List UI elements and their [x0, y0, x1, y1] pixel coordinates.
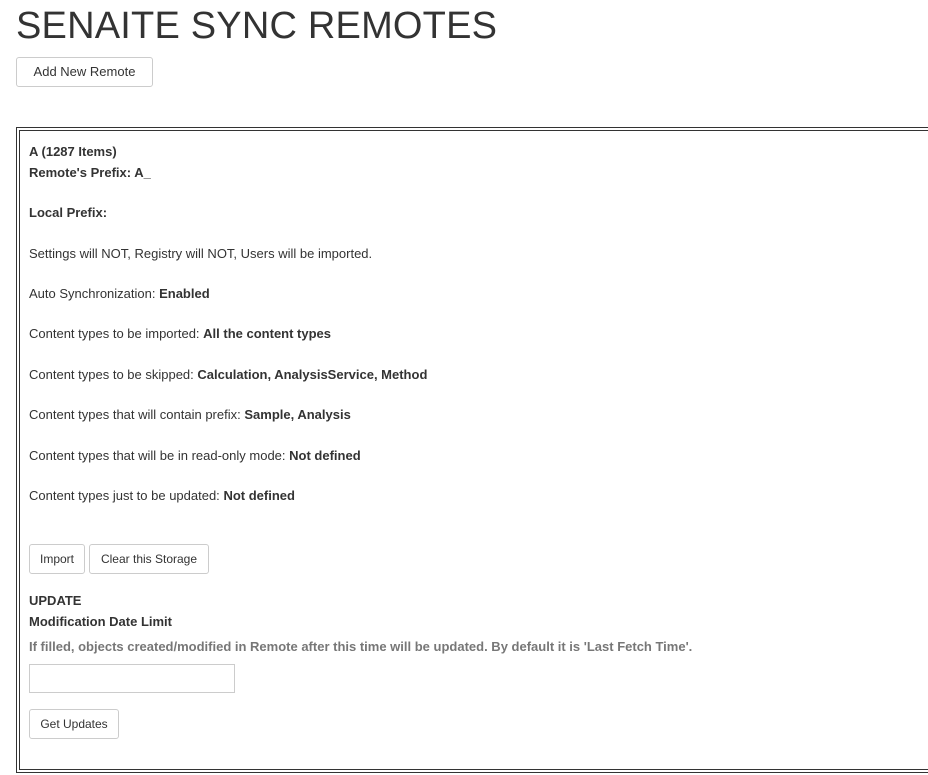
modification-date-label: Modification Date Limit: [29, 614, 172, 629]
import-button[interactable]: Import: [29, 544, 85, 574]
content-types-imported-row: [29, 326, 331, 342]
content-types-label: Content types that will contain prefix:: [29, 407, 241, 422]
content-types-readonly-row: [29, 448, 361, 464]
get-updates-button[interactable]: Get Updates: [29, 709, 119, 739]
clear-storage-button[interactable]: Clear this Storage: [89, 544, 209, 574]
modification-date-hint: If filled, objects created/modified in Remote after this time will be updated. By default it is 'Last Fetch Time'.: [29, 639, 693, 654]
content-types-update-only-row: [29, 488, 295, 504]
content-types-value: Not defined: [223, 488, 295, 503]
content-types-skipped-row: [29, 367, 427, 383]
remote-panel: [16, 127, 928, 773]
content-types-value: Sample, Analysis: [244, 407, 351, 422]
remote-prefix: [29, 165, 151, 181]
add-new-remote-button[interactable]: Add New Remote: [16, 57, 153, 87]
import-summary: Settings will NOT, Registry will NOT, Users will be imported.: [29, 246, 373, 261]
auto-sync-row: [29, 286, 210, 302]
update-heading: UPDATE: [29, 593, 82, 608]
remote-header: A (1287 Items): [29, 144, 117, 159]
content-types-label: Content types that will be in read-only mode:: [29, 448, 286, 463]
content-types-prefix-row: [29, 407, 351, 423]
remote-prefix-value: A_: [134, 165, 151, 180]
content-types-value: Calculation, AnalysisService, Method: [197, 367, 428, 382]
modification-date-input[interactable]: [29, 664, 235, 693]
content-types-value: Not defined: [289, 448, 361, 463]
content-types-label: Content types to be imported:: [29, 326, 200, 341]
remote-prefix-label: Remote's Prefix:: [29, 165, 132, 180]
content-types-label: Content types just to be updated:: [29, 488, 220, 503]
page-title: SENAITE SYNC REMOTES: [16, 5, 498, 47]
local-prefix: [29, 205, 107, 221]
auto-sync-value: Enabled: [159, 286, 210, 301]
local-prefix-label: Local Prefix:: [29, 205, 108, 220]
content-types-value: All the content types: [203, 326, 332, 341]
content-types-label: Content types to be skipped:: [29, 367, 194, 382]
auto-sync-label: Auto Synchronization:: [29, 286, 156, 301]
